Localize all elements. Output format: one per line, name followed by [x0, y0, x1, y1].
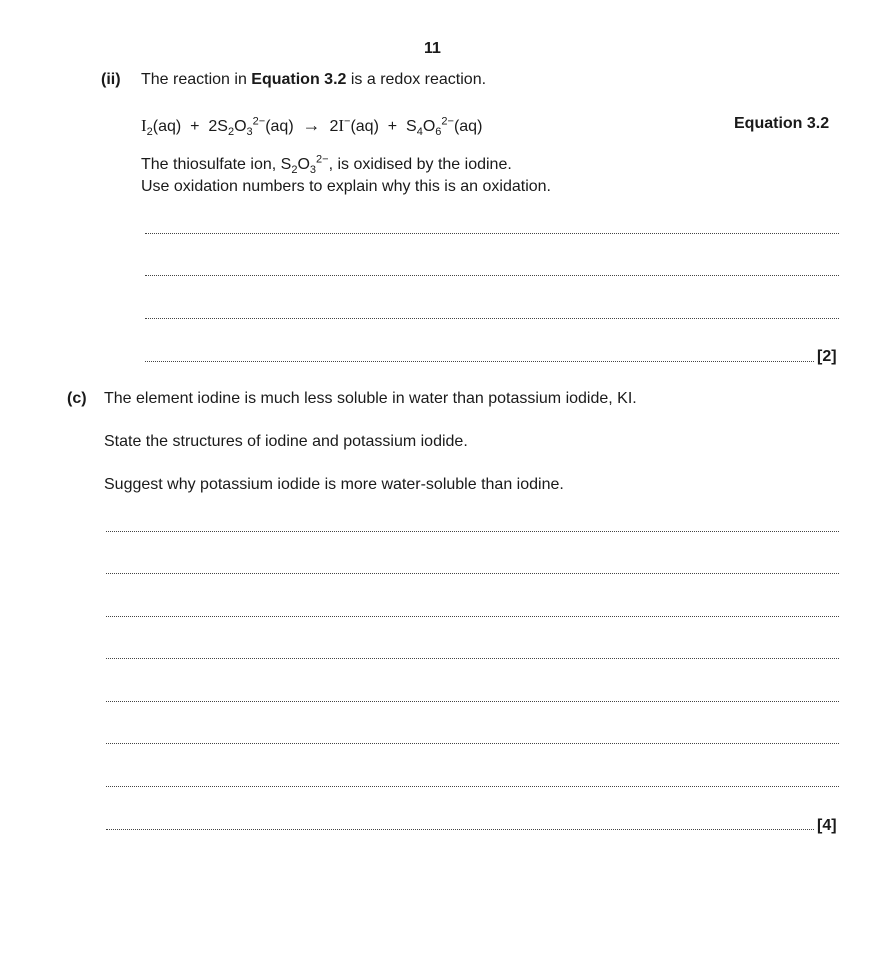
answer-line-c-8[interactable] — [106, 829, 814, 830]
redox-equation: $I_2(aq) + 2S_2O_3^{2-}(aq) \to 2I^-(aq) + S_4O_6^{2-}(aq)$ — [141, 115, 483, 139]
equation-label: Equation 3.2 — [734, 115, 830, 132]
answer-line-c-4[interactable] — [106, 658, 839, 659]
page-number: 11 — [424, 40, 441, 57]
statement-prefix: The thiosulfate ion, — [141, 156, 281, 173]
answer-line-c-1[interactable] — [106, 531, 839, 532]
answer-line-c-3[interactable] — [106, 616, 839, 617]
intro-prefix: The reaction in — [141, 71, 252, 88]
part-c-line1: The element iodine is much less soluble in water than potassium iodide, KI. — [104, 390, 637, 407]
answer-line-ii-4[interactable] — [145, 361, 814, 362]
answer-line-ii-3[interactable] — [145, 318, 839, 319]
part-c-label: (c) — [67, 390, 87, 407]
part-c-line3: Suggest why potassium iodide is more water-soluble than iodine. — [104, 476, 564, 493]
intro-equation-ref: Equation 3.2 — [251, 71, 347, 88]
answer-line-ii-2[interactable] — [145, 275, 839, 276]
part-c-marks: [4] — [817, 817, 837, 834]
answer-line-c-7[interactable] — [106, 786, 839, 787]
part-ii-label: (ii) — [101, 71, 121, 88]
answer-line-c-5[interactable] — [106, 701, 839, 702]
answer-line-c-2[interactable] — [106, 573, 839, 574]
part-c-line2: State the structures of iodine and potassium iodide. — [104, 433, 468, 450]
intro-suffix: is a redox reaction. — [346, 71, 487, 88]
answer-line-c-6[interactable] — [106, 743, 839, 744]
part-ii-marks: [2] — [817, 348, 837, 365]
thiosulfate-statement: The thiosulfate ion, $S_2O_3^{2-}$, is oxidised by the iodine. — [141, 153, 512, 177]
statement-suffix: , is oxidised by the iodine. — [328, 156, 512, 173]
answer-line-ii-1[interactable] — [145, 233, 839, 234]
oxidation-instruction: Use oxidation numbers to explain why this is an oxidation. — [141, 178, 551, 195]
part-ii-intro — [141, 71, 486, 89]
